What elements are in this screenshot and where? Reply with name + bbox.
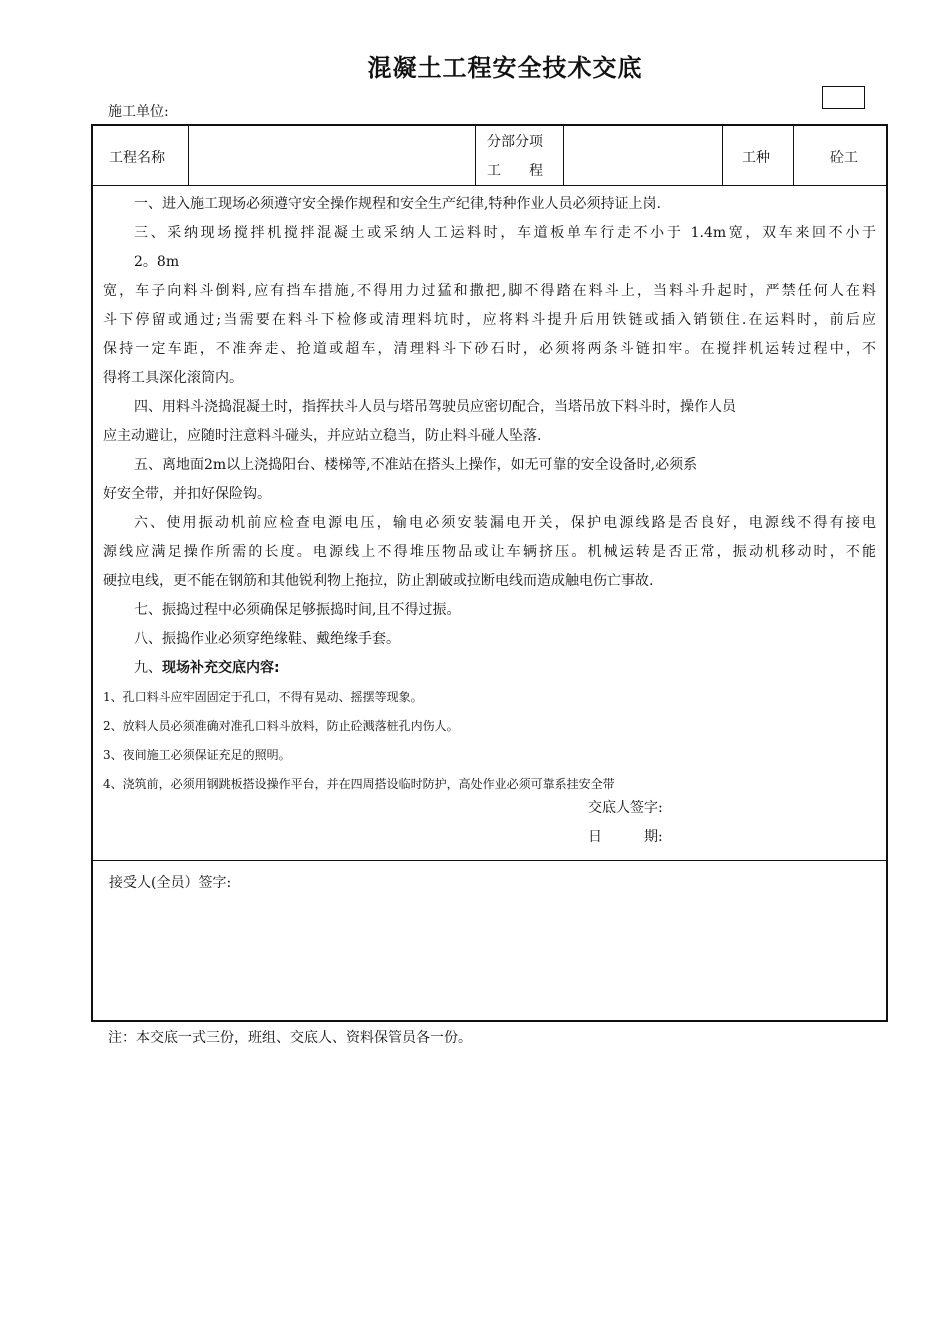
supplement-item: 4、浇筑前，必须用钢跳板搭设操作平台，并在四周搭设临时防护，高处作业必须可靠系挂安全带 [103, 777, 615, 791]
content-line: 硬拉电线，更不能在钢筋和其他锐利物上拖拉，防止割破或拉断电线而造成触电伤亡事故. [103, 573, 654, 589]
document-number-box [822, 86, 865, 109]
content-line: 宽，车子向料斗倒料,应有挡车措施,不得用力过猛和撒把,脚不得踏在料斗上，当料斗升起时，严禁任何人在料 [103, 283, 876, 299]
content-line: 得将工具深化滚筒内。 [103, 370, 243, 386]
section-divider [93, 860, 886, 861]
content-line: 八、振捣作业必须穿绝缘鞋、戴绝缘手套。 [134, 631, 400, 647]
content-line: 应主动避让，应随时注意料斗碰头，并应站立稳当，防止料斗碰人坠落. [103, 428, 542, 444]
disclosure-content [103, 190, 876, 799]
header-divider [793, 126, 794, 185]
content-line: 斗下停留或通过;当需要在料斗下检修或清理料坑时，应将料斗提升后用铁链或插入销锁住.在运料时，前后应 [103, 312, 876, 328]
disclosure-date-label: 日 期: [588, 829, 663, 845]
document-title: 混凝土工程安全技术交底 [367, 54, 643, 82]
content-line: 好安全带，并扣好保险钩。 [103, 486, 271, 502]
content-line: 四、用料斗浇捣混凝土时，指挥扶斗人员与塔吊驾驶员应密切配合，当塔吊放下料斗时，操作人员 [134, 399, 736, 415]
content-line: 七、振捣过程中必须确保足够振捣时间,且不得过振。 [134, 602, 461, 618]
header-divider [722, 126, 723, 185]
construction-unit-label: 施工单位: [108, 104, 169, 120]
content-line: 保持一定车距，不准奔走、抢道或超车，清理料斗下砂石时，必须将两条斗链扣牢。在搅拌机运转过程中，不 [103, 341, 876, 357]
header-divider [475, 126, 476, 185]
content-line: 2。8m [134, 254, 180, 270]
sub-project-label-line2: 工 程 [487, 163, 543, 179]
header-divider [563, 126, 564, 185]
form-header-row [93, 126, 886, 186]
disclosure-form [91, 124, 888, 1022]
header-divider [188, 126, 189, 185]
discloser-signature-label: 交底人签字: [588, 800, 663, 816]
content-line: 一、进入施工现场必须遵守安全操作规程和安全生产纪律,特种作业人员必须持证上岗. [134, 196, 661, 212]
supplement-heading [103, 654, 876, 683]
supplement-heading-text: 现场补充交底内容: [162, 660, 280, 676]
sub-project-label-line1: 分部分项 [487, 134, 543, 150]
trade-label: 工种 [742, 150, 770, 166]
content-line: 六、使用振动机前应检查电源电压，输电必须安装漏电开关，保护电源线路是否良好，电源线不得有接电 [134, 515, 876, 531]
trade-value: 砼工 [830, 150, 858, 166]
supplement-item: 3、夜间施工必须保证充足的照明。 [103, 748, 291, 762]
supplement-heading-prefix: 九、 [134, 660, 162, 676]
content-line: 源线应满足操作所需的长度。电源线上不得堆压物品或让车辆挤压。机械运转是否正常，振动机移动时，不能 [103, 544, 876, 560]
supplement-item: 1、孔口料斗应牢固固定于孔口，不得有晃动、摇摆等现象。 [103, 690, 423, 704]
footnote: 注：本交底一式三份，班组、交底人、资料保管员各一份。 [108, 1030, 472, 1046]
content-line: 五、离地面2m以上浇捣阳台、楼梯等,不准站在搭头上操作，如无可靠的安全设备时,必须系 [134, 457, 698, 473]
content-line: 三、采纳现场搅拌机搅拌混凝土或采纳人工运料时，车道板单车行走不小于 1.4m宽，双车来回不小于 [134, 225, 876, 241]
project-name-label: 工程名称 [109, 150, 165, 166]
supplement-item: 2、放料人员必须准确对准孔口料斗放料，防止砼溅落桩孔内伤人。 [103, 719, 459, 733]
receiver-signature-label: 接受人(全员）签字: [109, 875, 232, 891]
